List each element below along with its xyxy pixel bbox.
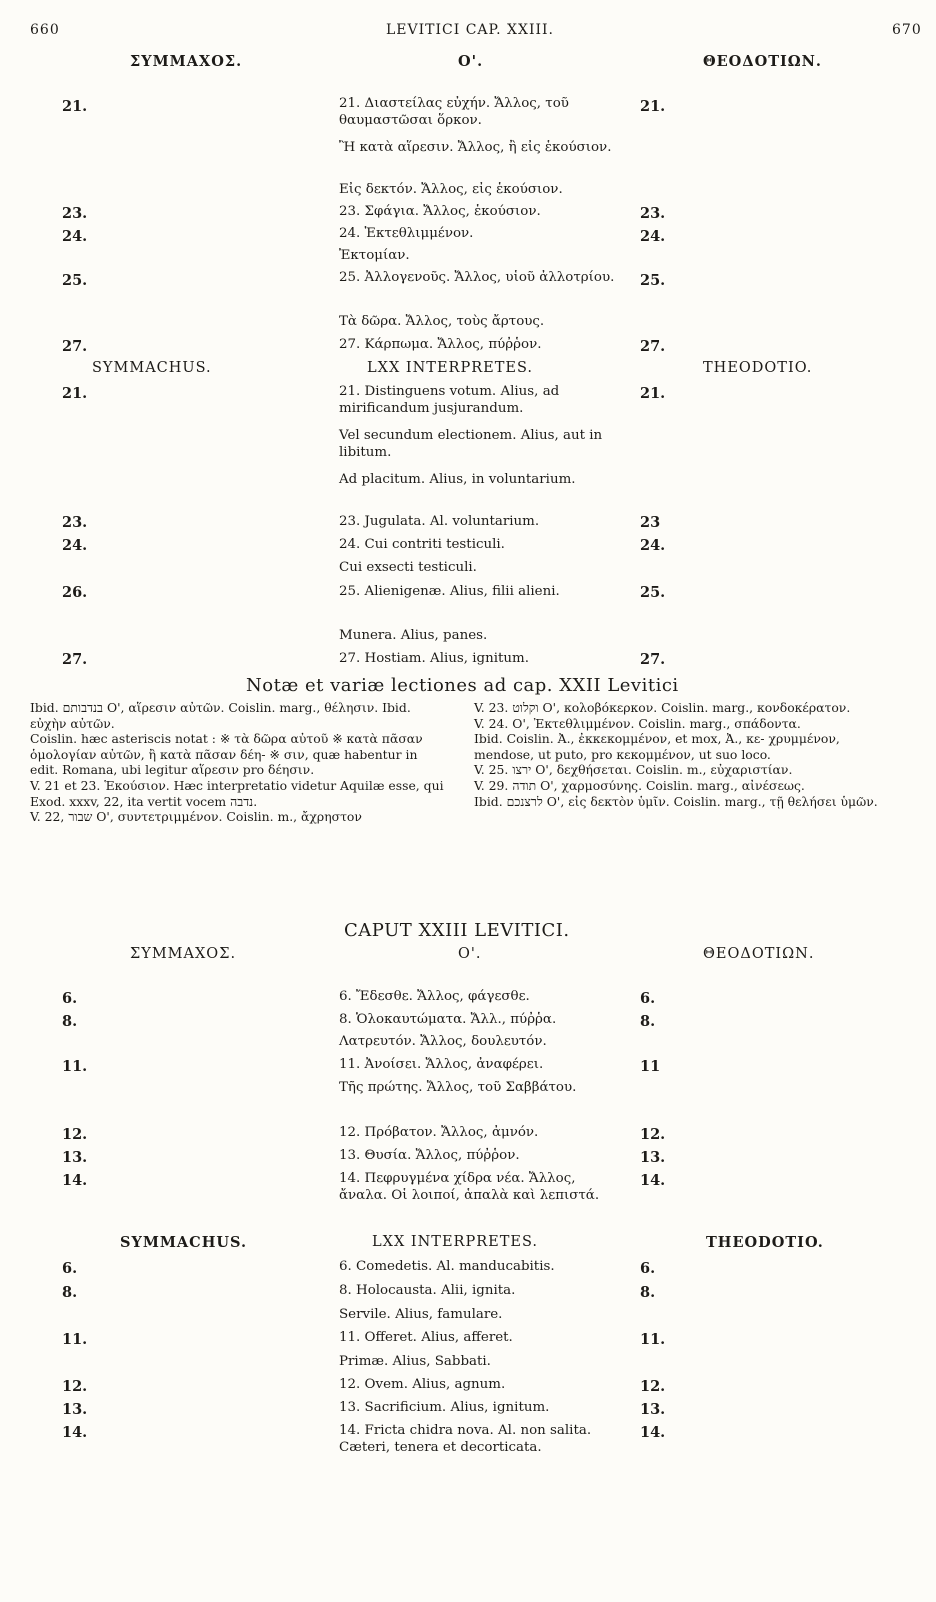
lxx-entry: 23. Σφάγια. Ἄλλος, ἑκούσιον. [339, 204, 541, 219]
lxx-entry: Munera. Alius, panes. [339, 628, 488, 643]
verse-number: 13. [62, 1149, 88, 1166]
col-head-symmachus-greek: ΣΥΜΜΑΧΟΣ. [130, 946, 237, 962]
lxx-entry: 24. Ἐκτεθλιμμένον. [339, 226, 474, 241]
note-paragraph: V. 21 et 23. Ἑκούσιον. Hæc interpretatio videtur Aquilæ esse, qui Exod. xxxv, 22, ita vertit vocem נדבה. [30, 777, 444, 809]
note-paragraph: Ibid. Coislin. Ἀ., ἐκκεκομμένον, et mox, Ἀ., κε- χρυμμένον, mendose, ut puto, pro κεκομμένον, ut suo loco. [474, 731, 840, 762]
lxx-entry: 12. Ovem. Alius, agnum. [339, 1377, 506, 1392]
verse-number: 25. [640, 584, 666, 601]
notes-right-column [474, 700, 892, 809]
lxx-entry: 13. Sacrificium. Alius, ignitum. [339, 1400, 550, 1415]
col-head-theodotion-latin: THEODOTIO. [706, 1234, 824, 1251]
col-head-theodotion-greek: ΘΕΟΔΟΤΙΩΝ. [703, 946, 815, 962]
chapter-heading: CAPUT XXIII LEVITICI. [344, 920, 570, 941]
verse-number: 13. [62, 1401, 88, 1418]
lxx-entry: Servile. Alius, famulare. [339, 1307, 503, 1322]
lxx-entry: Τῆς πρώτης. Ἄλλος, τοῦ Σαββάτου. [339, 1080, 577, 1095]
lxx-entry: 27. Κάρπωμα. Ἄλλος, πύῤῥον. [339, 337, 542, 352]
lxx-entry: 24. Cui contriti testiculi. [339, 537, 505, 552]
note-paragraph: V. 25. ירצו O', δεχθήσεται. Coislin. m., εὐχαριστίαν. [474, 762, 793, 778]
verse-number: 25. [62, 272, 88, 289]
col-head-lxx-latin: LXX INTERPRETES. [367, 360, 534, 376]
verse-number: 11. [62, 1058, 88, 1075]
note-paragraph: Ibid. לרצנכם O', εἰς δεκτὸν ὑμῖν. Coislin. marg., τῇ θελήσει ὑμῶν. [474, 793, 878, 809]
verse-number: 8. [640, 1284, 656, 1301]
verse-number: 14. [62, 1424, 88, 1441]
verse-number: 24. [62, 228, 88, 245]
verse-number: 14. [640, 1424, 666, 1441]
lxx-entry: 11. Offeret. Alius, afferet. [339, 1330, 513, 1345]
verse-number: 23. [62, 514, 88, 531]
verse-number: 12. [62, 1126, 88, 1143]
notes-heading: Notæ et variæ lectiones ad cap. XXII Levitici [246, 675, 679, 696]
lxx-entry: Τὰ δῶρα. Ἄλλος, τοὺς ἄρτους. [339, 314, 545, 329]
lxx-entry: Ἢ κατὰ αἵρεσιν. Ἄλλος, ἢ εἰς ἑκούσιον. [339, 140, 612, 155]
col-head-lxx-greek: Ο'. [458, 946, 482, 962]
verse-number: 14. [640, 1172, 666, 1189]
verse-number: 8. [640, 1013, 656, 1030]
verse-number: 26. [62, 584, 88, 601]
verse-number: 6. [640, 990, 656, 1007]
note-paragraph: Ibid. בנדבותם O', αἵρεσιν αὐτῶν. Coislin. marg., θέλησιν. Ibid. εὐχὴν αὐτῶν. [30, 700, 411, 731]
lxx-entry: 6. Ἔδεσθε. Ἄλλος, φάγεσθε. [339, 989, 530, 1004]
lxx-entry: Vel secundum electionem. Alius, aut in libitum. [339, 428, 603, 460]
verse-number: 12. [640, 1378, 666, 1395]
verse-number: 24. [62, 537, 88, 554]
lxx-entry: Ἐκτομίαν. [339, 248, 410, 263]
verse-number: 6. [62, 1260, 78, 1277]
col-head-symmachus-latin: SYMMACHUS. [92, 360, 212, 376]
col-head-lxx-latin: LXX INTERPRETES. [372, 1234, 539, 1250]
lxx-entry: Primæ. Alius, Sabbati. [339, 1354, 491, 1369]
verse-number: 11 [640, 1058, 661, 1075]
lxx-entry: 25. Ἀλλογενοῦς. Ἄλλος, υἱοῦ ἀλλοτρίου. [339, 270, 615, 285]
lxx-entry: Λατρευτόν. Ἄλλος, δουλευτόν. [339, 1034, 547, 1049]
lxx-entry: Εἰς δεκτόν. Ἄλλος, εἰς ἑκούσιον. [339, 182, 563, 197]
verse-number: 24. [640, 537, 666, 554]
col-head-lxx-greek: Ο'. [458, 53, 484, 70]
verse-number: 27. [640, 338, 666, 355]
verse-number: 27. [62, 651, 88, 668]
lxx-entry: 6. Comedetis. Al. manducabitis. [339, 1259, 555, 1274]
verse-number: 27. [62, 338, 88, 355]
lxx-entry: 14. Πεφρυγμένα χίδρα νέα. Ἄλλος, ἄναλα. Οἱ λοιποί, ἁπαλὰ καὶ λεπιστά. [339, 1171, 600, 1203]
verse-number: 21. [640, 98, 666, 115]
col-head-theodotion-latin: THEODOTIO. [703, 360, 813, 376]
lxx-entry: 8. Holocausta. Alii, ignita. [339, 1283, 516, 1298]
verse-number: 24. [640, 228, 666, 245]
verse-number: 6. [640, 1260, 656, 1277]
verse-number: 27. [640, 651, 666, 668]
lxx-entry: 11. Ἀνοίσει. Ἄλλος, ἀναφέρει. [339, 1057, 544, 1072]
lxx-entry: 21. Διαστείλας εὐχήν. Ἄλλος, τοῦ θαυμαστῶσαι ὅρκον. [339, 96, 569, 128]
lxx-entry: 25. Alienigenæ. Alius, filii alieni. [339, 584, 560, 599]
verse-number: 14. [62, 1172, 88, 1189]
note-paragraph: V. 24. O', Ἐκτεθλιμμένον. Coislin. marg., σπάδοντα. [474, 715, 801, 731]
verse-number: 8. [62, 1284, 78, 1301]
lxx-entry: 23. Jugulata. Al. voluntarium. [339, 514, 540, 529]
lxx-entry: Cui exsecti testiculi. [339, 560, 477, 575]
verse-number: 12. [640, 1126, 666, 1143]
verse-number: 23. [640, 205, 666, 222]
lxx-entry: 21. Distinguens votum. Alius, ad mirificandum jusjurandum. [339, 384, 560, 416]
note-paragraph: V. 23. וקלוט O', κολοβόκερκον. Coislin. marg., κονδοκέρατον. [474, 700, 851, 715]
lxx-entry: 12. Πρόβατον. Ἄλλος, ἀμνόν. [339, 1125, 539, 1140]
col-head-symmachus-latin: SYMMACHUS. [120, 1234, 248, 1251]
verse-number: 21. [62, 98, 88, 115]
verse-number: 23 [640, 514, 661, 531]
verse-number: 21. [62, 385, 88, 402]
verse-number: 8. [62, 1013, 78, 1030]
lxx-entry: 13. Θυσία. Ἄλλος, πύῤῥον. [339, 1148, 520, 1163]
note-paragraph: V. 22, שבור O', συντετριμμένον. Coislin. m., ἄχρηστον [30, 809, 362, 825]
verse-number: 25. [640, 272, 666, 289]
verse-number: 13. [640, 1149, 666, 1166]
note-paragraph: Coislin. hæc asteriscis notat : ※ τὰ δῶρα αὐτοῦ ※ κατὰ πᾶσαν ὁμολογίαν αὐτῶν, ἢ κατὰ πᾶσαν δέη- ※ σιν, quæ habentur in edit. Romana, ubi legitur αἵρεσιν pro δέησιν. [30, 731, 423, 778]
verse-number: 23. [62, 205, 88, 222]
lxx-entry: Ad placitum. Alius, in voluntarium. [339, 472, 576, 487]
col-head-symmachus-greek: ΣΥΜΜΑΧΟΣ. [130, 53, 243, 70]
lxx-entry: 27. Hostiam. Alius, ignitum. [339, 651, 529, 666]
verse-number: 11. [62, 1331, 88, 1348]
verse-number: 6. [62, 990, 78, 1007]
lxx-entry: 14. Fricta chidra nova. Al. non salita. Cæteri, tenera et decorticata. [339, 1423, 592, 1455]
notes-left-column [30, 700, 448, 825]
page-number-right: 670 [892, 22, 922, 38]
running-title: LEVITICI CAP. XXIII. [386, 22, 554, 38]
verse-number: 21. [640, 385, 666, 402]
lxx-entry: 8. Ὁλοκαυτώματα. Ἄλλ., πύῤῥα. [339, 1012, 557, 1027]
verse-number: 13. [640, 1401, 666, 1418]
note-paragraph: V. 29. תודה O', χαρμοσύνης. Coislin. marg., αἰνέσεως. [474, 777, 805, 793]
verse-number: 12. [62, 1378, 88, 1395]
verse-number: 11. [640, 1331, 666, 1348]
col-head-theodotion-greek: ΘΕΟΔΟΤΙΩΝ. [703, 53, 822, 70]
page-number-left: 660 [30, 22, 60, 38]
